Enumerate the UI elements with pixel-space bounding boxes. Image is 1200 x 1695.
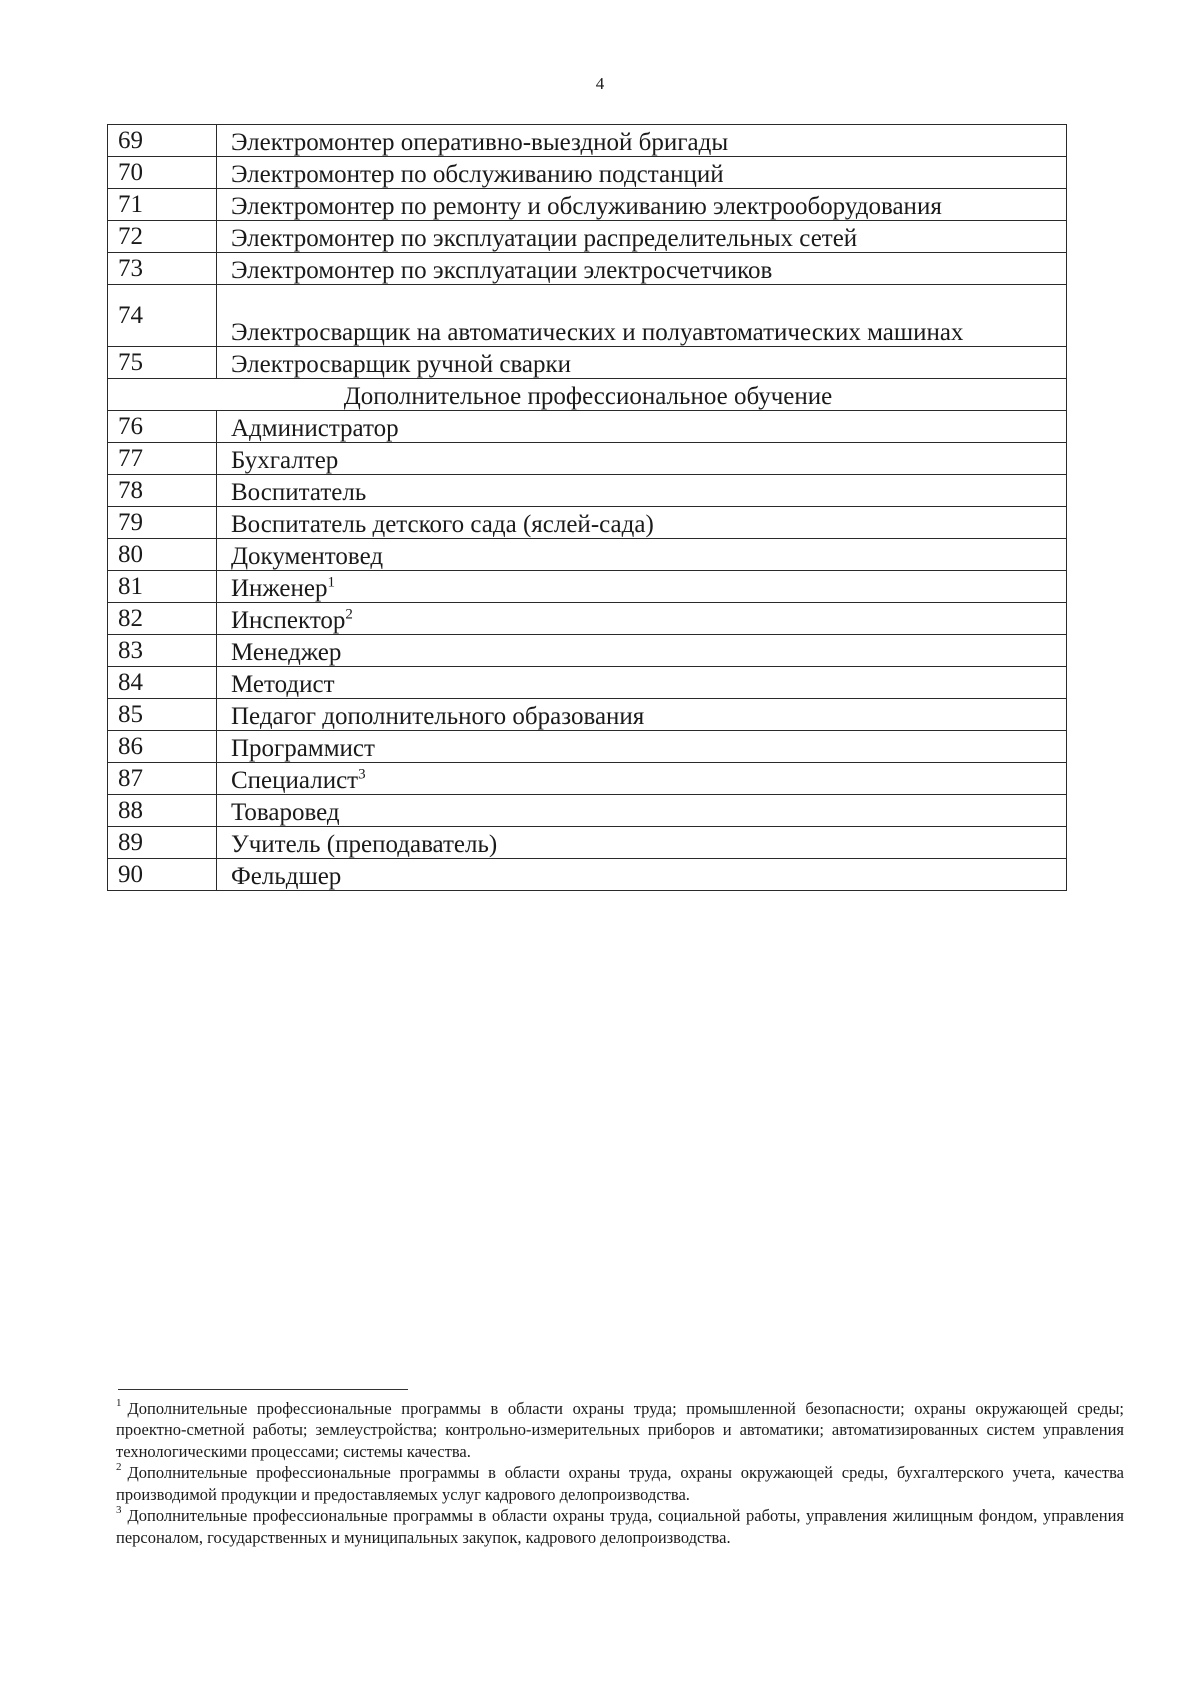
profession-name <box>217 699 1067 731</box>
profession-name <box>217 443 1067 475</box>
section-heading: Дополнительное профессиональное обучение <box>108 379 1067 411</box>
footnote <box>116 1505 1124 1548</box>
footnote <box>116 1462 1124 1505</box>
profession-name: Электромонтер по эксплуатации распределительных сетей <box>217 221 1067 253</box>
row-number: 86 <box>108 731 217 763</box>
row-number: 84 <box>108 667 217 699</box>
profession-label: Воспитатель <box>231 478 367 506</box>
table-row <box>108 347 1067 379</box>
profession-label: Товаровед <box>231 798 340 826</box>
profession-name <box>217 795 1067 827</box>
row-number: 69 <box>108 125 217 157</box>
row-number: 83 <box>108 635 217 667</box>
row-number: 72 <box>108 221 217 253</box>
footnote-text: Дополнительные профессиональные программы в области охраны труда, охраны окружающей среды, бухгалтерского учета, качества производимой продукции и предоставляемых услуг кадрового делопроизводства. <box>116 1463 1124 1504</box>
profession-name: Электромонтер по эксплуатации электросчетчиков <box>217 253 1067 285</box>
profession-name <box>217 731 1067 763</box>
row-number: 88 <box>108 795 217 827</box>
profession-name <box>217 859 1067 891</box>
footnote-number: 3 <box>116 1504 122 1517</box>
profession-label: Инспектор <box>231 606 346 634</box>
profession-label: Администратор <box>231 414 399 442</box>
table-row <box>108 571 1067 603</box>
table-row <box>108 411 1067 443</box>
profession-label: Методист <box>231 670 335 698</box>
footnote-mark: 1 <box>327 574 335 591</box>
profession-label: Менеджер <box>231 638 342 666</box>
row-number: 81 <box>108 571 217 603</box>
table-row <box>108 699 1067 731</box>
profession-name <box>217 635 1067 667</box>
row-number: 74 <box>108 285 217 347</box>
table-row <box>108 189 1067 221</box>
profession-name <box>217 475 1067 507</box>
row-number: 82 <box>108 603 217 635</box>
profession-name: Электросварщик ручной сварки <box>217 347 1067 379</box>
profession-label: Фельдшер <box>231 862 342 890</box>
profession-name: Электромонтер по обслуживанию подстанций <box>217 157 1067 189</box>
row-number: 78 <box>108 475 217 507</box>
table-row <box>108 221 1067 253</box>
profession-name <box>217 603 1067 635</box>
row-number: 90 <box>108 859 217 891</box>
section-row <box>108 379 1067 411</box>
footnotes <box>116 1398 1124 1548</box>
profession-name <box>217 763 1067 795</box>
profession-label: Педагог дополнительного образования <box>231 702 645 730</box>
profession-label: Воспитатель детского сада (яслей-сада) <box>231 510 654 538</box>
table-row <box>108 157 1067 189</box>
footnote-number: 1 <box>116 1397 122 1409</box>
footnote-number: 2 <box>116 1461 122 1474</box>
profession-name: Электросварщик на автоматических и полуавтоматических машинах <box>217 285 1067 347</box>
row-number: 77 <box>108 443 217 475</box>
profession-label: Документовед <box>231 542 384 570</box>
row-number: 71 <box>108 189 217 221</box>
footnote-mark: 2 <box>345 606 353 623</box>
table-row <box>108 731 1067 763</box>
profession-name: Электромонтер по ремонту и обслуживанию электрооборудования <box>217 189 1067 221</box>
table-row <box>108 475 1067 507</box>
profession-name <box>217 827 1067 859</box>
row-number: 89 <box>108 827 217 859</box>
row-number: 76 <box>108 411 217 443</box>
profession-name <box>217 667 1067 699</box>
profession-label: Специалист <box>231 766 359 794</box>
table-row <box>108 539 1067 571</box>
table-row <box>108 603 1067 635</box>
table-row <box>108 827 1067 859</box>
row-number: 70 <box>108 157 217 189</box>
profession-name: Электромонтер оперативно-выездной бригады <box>217 125 1067 157</box>
table-row <box>108 667 1067 699</box>
row-number: 75 <box>108 347 217 379</box>
profession-label: Учитель (преподаватель) <box>231 830 498 858</box>
table-row <box>108 859 1067 891</box>
footnote-text: Дополнительные профессиональные программы в области охраны труда; промышленной безопасности; охраны окружающей среды; проектно-сметной работы; землеустройства; контрольно-измерительных приборов и автоматики; автоматизированных систем управления технологическими процессами; системы качества. <box>116 1399 1124 1461</box>
profession-name <box>217 411 1067 443</box>
profession-table <box>107 124 1067 891</box>
footnote-divider <box>118 1389 408 1390</box>
profession-label: Инженер <box>231 574 328 602</box>
row-number: 85 <box>108 699 217 731</box>
table-row <box>108 763 1067 795</box>
row-number: 87 <box>108 763 217 795</box>
profession-label: Бухгалтер <box>231 446 339 474</box>
table-row <box>108 635 1067 667</box>
profession-name <box>217 571 1067 603</box>
table-row <box>108 285 1067 347</box>
row-number: 73 <box>108 253 217 285</box>
table-row <box>108 253 1067 285</box>
table-row <box>108 507 1067 539</box>
table-row <box>108 125 1067 157</box>
row-number: 80 <box>108 539 217 571</box>
page-number: 4 <box>595 74 605 93</box>
footnote-mark: 3 <box>358 766 366 783</box>
table-row <box>108 795 1067 827</box>
table-row <box>108 443 1067 475</box>
profession-name <box>217 507 1067 539</box>
footnote-text: Дополнительные профессиональные программы в области охраны труда, социальной работы, управления жилищным фондом, управления персоналом, государственных и муниципальных закупок, кадрового делопроизводства. <box>116 1506 1124 1547</box>
profession-label: Программист <box>231 734 375 762</box>
footnote <box>116 1398 1124 1462</box>
profession-name <box>217 539 1067 571</box>
row-number: 79 <box>108 507 217 539</box>
